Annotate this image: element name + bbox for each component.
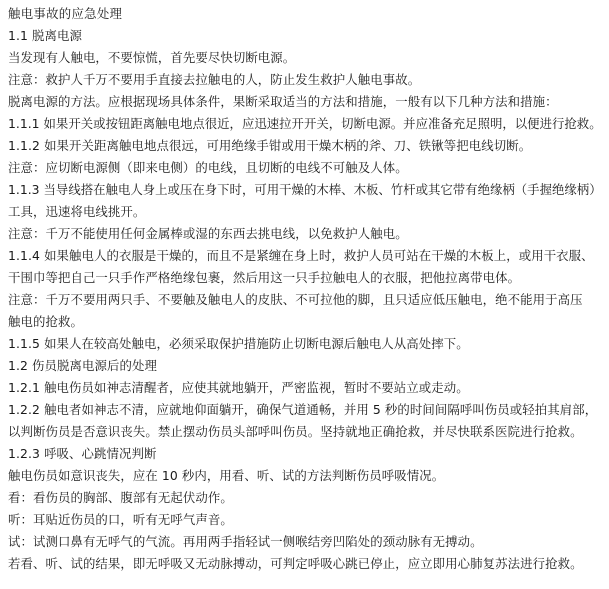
paragraph-line: 干围巾等把自己一只手作严格绝缘包裹，然后用这一只手拉触电人的衣服，把他拉离带电体。 — [8, 270, 521, 285]
paragraph-line: 以判断伤员是否意识丧失。禁止摆动伤员头部呼叫伤员。坚持就地正确抢救，并尽快联系医院进行抢救。 — [8, 424, 583, 439]
item-1-1-2: 1.1.2 如果开关距离触电地点很远，可用绝缘手钳或用干燥木柄的斧、刀、铁锹等把电线切断。 — [8, 138, 532, 153]
conclusion-line: 若看、听、试的结果，即无呼吸又无动脉搏动，可判定呼吸心跳已停止，应立即用心肺复苏法进行抢救。 — [8, 556, 583, 571]
listen-step-line: 听：耳贴近伤员的口，听有无呼气声音。 — [8, 512, 233, 527]
look-step-line: 看：看伤员的胸部、腹部有无起伏动作。 — [8, 490, 233, 505]
note-line: 注意：千万不能使用任何金属棒或湿的东西去挑电线，以免救护人触电。 — [8, 226, 408, 241]
paragraph-line: 触电伤员如意识丧失，应在 10 秒内，用看、听、试的方法判断伤员呼吸情况。 — [8, 468, 445, 483]
item-1-1-5: 1.1.5 如果人在较高处触电，必须采取保护措施防止切断电源后触电人从高处摔下。 — [8, 336, 469, 351]
note-line: 注意：救护人千万不要用手直接去拉触电的人，防止发生救护人触电事故。 — [8, 72, 421, 87]
item-1-1-4: 1.1.4 如果触电人的衣服是干燥的，而且不是紧缠在身上时，救护人员可站在干燥的木板上，或用干衣服、 — [8, 248, 594, 263]
section-heading-1-1: 1.1 脱离电源 — [8, 28, 83, 43]
item-1-1-1: 1.1.1 如果开关或按钮距离触电地点很近，应迅速拉开开关，切断电源。并应准备充足照明，以便进行抢救。 — [8, 116, 602, 131]
note-line: 注意：千万不要用两只手、不要触及触电人的皮肤、不可拉他的脚，且只适应低压触电，绝不能用于高压 — [8, 292, 583, 307]
item-1-2-1: 1.2.1 触电伤员如神志清醒者，应使其就地躺开，严密监视，暂时不要站立或走动。 — [8, 380, 469, 395]
item-1-2-3: 1.2.3 呼吸、心跳情况判断 — [8, 446, 157, 461]
paragraph-line: 触电的抢救。 — [8, 314, 83, 329]
item-1-1-3: 1.1.3 当导线搭在触电人身上或压在身下时，可用干燥的木棒、木板、竹杆或其它带有绝缘柄（手握绝缘柄） — [8, 182, 602, 197]
note-line: 注意：应切断电源侧（即来电侧）的电线，且切断的电线不可触及人体。 — [8, 160, 408, 175]
document-body — [8, 3, 604, 575]
item-1-2-2: 1.2.2 触电者如神志不清，应就地仰面躺开，确保气道通畅，并用 5 秒的时间间隔呼叫伤员或轻拍其肩部， — [8, 402, 598, 417]
section-heading-1-2: 1.2 伤员脱离电源后的处理 — [8, 358, 157, 373]
paragraph-line: 脱离电源的方法。应根据现场具体条件，果断采取适当的方法和措施，一般有以下几种方法和措施： — [8, 94, 558, 109]
document-title: 触电事故的应急处理 — [8, 6, 123, 21]
paragraph-line: 当发现有人触电，不要惊慌，首先要尽快切断电源。 — [8, 50, 296, 65]
test-step-line: 试：试测口鼻有无呼气的气流。再用两手指轻试一侧喉结旁凹陷处的颈动脉有无搏动。 — [8, 534, 483, 549]
paragraph-line: 工具，迅速将电线挑开。 — [8, 204, 146, 219]
